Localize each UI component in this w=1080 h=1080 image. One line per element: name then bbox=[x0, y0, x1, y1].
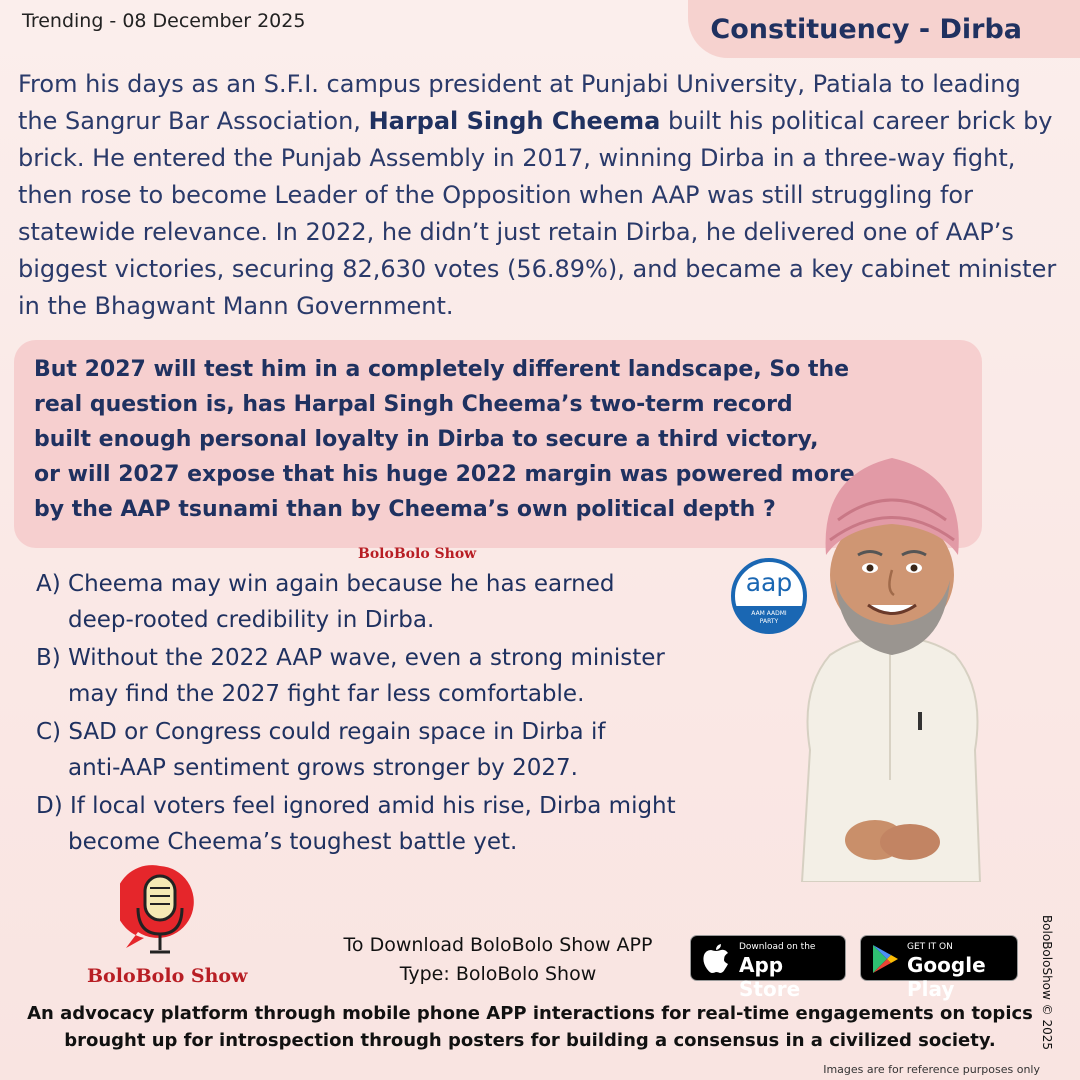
footer-tagline bbox=[20, 1000, 1040, 1054]
option-c[interactable] bbox=[36, 714, 756, 786]
question-line: real question is, has Harpal Singh Cheema’s two-term record bbox=[34, 392, 793, 417]
question-line: or will 2027 expose that his huge 2022 margin was powered more bbox=[34, 462, 855, 487]
option-a-line1: A) Cheema may win again because he has earned bbox=[36, 571, 615, 597]
intro-paragraph bbox=[18, 66, 1058, 325]
question-line: But 2027 will test him in a completely different landscape, So the bbox=[34, 357, 850, 382]
question-line: built enough personal loyalty in Dirba to secure a third victory, bbox=[34, 427, 819, 452]
brand-logo-text: BoloBolo Show bbox=[87, 965, 248, 987]
caricature-portrait bbox=[790, 450, 990, 882]
app-store-badge[interactable] bbox=[690, 935, 846, 1001]
app-store-big-text: App Store bbox=[739, 953, 801, 1001]
aap-logo-line1: AAM AADMI bbox=[751, 610, 787, 617]
brand-watermark: BoloBolo Show bbox=[358, 546, 477, 562]
intro-name: Harpal Singh Cheema bbox=[368, 107, 661, 135]
option-d-line1: D) If local voters feel ignored amid his rise, Dirba might bbox=[36, 793, 676, 819]
option-b[interactable] bbox=[36, 640, 756, 712]
options-list bbox=[36, 566, 756, 862]
google-play-icon bbox=[871, 944, 899, 974]
option-a-line2: deep-rooted credibility in Dirba. bbox=[68, 607, 435, 633]
trending-date: Trending - 08 December 2025 bbox=[22, 10, 306, 32]
google-play-big-text: Google Play bbox=[907, 953, 986, 1001]
option-d-line2: become Cheema’s toughest battle yet. bbox=[68, 829, 518, 855]
footer-line2: brought up for introspection through posters for building a consensus in a civilized society. bbox=[64, 1030, 996, 1051]
intro-text-2: built his political career brick by brick. He entered the Punjab Assembly in 2017, winning Dirba in a three-way fight, then rose to become Leader of the Opposition when AAP was still struggling for statewide relevance. In 2022, he didn’t just retain Dirba, he delivered one of AAP’s biggest victories, securing 82,630 votes (56.89%), and became a key cabinet minister in the Bhagwant Mann Government. bbox=[18, 107, 1057, 320]
app-store-small-text: Download on the bbox=[739, 942, 816, 952]
aap-logo-line2: PARTY bbox=[759, 618, 779, 625]
download-instructions bbox=[318, 931, 678, 989]
option-c-line1: C) SAD or Congress could regain space in Dirba if bbox=[36, 719, 606, 745]
aap-logo-word: aap bbox=[745, 568, 793, 597]
option-c-line2: anti-AAP sentiment grows stronger by 2027. bbox=[68, 755, 578, 781]
constituency-tab bbox=[688, 0, 1080, 58]
option-d[interactable] bbox=[36, 788, 756, 860]
question-line: by the AAP tsunami than by Cheema’s own political depth ? bbox=[34, 497, 776, 522]
footer-line1: An advocacy platform through mobile phone APP interactions for real-time engagements on topics bbox=[27, 1003, 1033, 1024]
download-line2: Type: BoloBolo Show bbox=[399, 963, 597, 985]
image-disclaimer: Images are for reference purposes only bbox=[823, 1063, 1040, 1076]
intro-text-1: From his days as an S.F.I. campus president at Punjabi University, Patiala to leading the Sangrur Bar Association, bbox=[18, 70, 1021, 135]
microphone-logo-icon bbox=[120, 862, 200, 962]
option-b-line1: B) Without the 2022 AAP wave, even a strong minister bbox=[36, 645, 665, 671]
option-b-line2: may find the 2027 fight far less comfortable. bbox=[68, 681, 585, 707]
copyright-text: BoloBoloShow © 2025 bbox=[1040, 914, 1054, 1050]
option-a[interactable] bbox=[36, 566, 756, 638]
constituency-title: Constituency - Dirba bbox=[710, 14, 1022, 45]
download-line1: To Download BoloBolo Show APP bbox=[343, 934, 653, 956]
google-play-badge[interactable] bbox=[860, 935, 1018, 1001]
apple-icon bbox=[703, 944, 729, 974]
google-play-small-text: GET IT ON bbox=[907, 942, 953, 952]
